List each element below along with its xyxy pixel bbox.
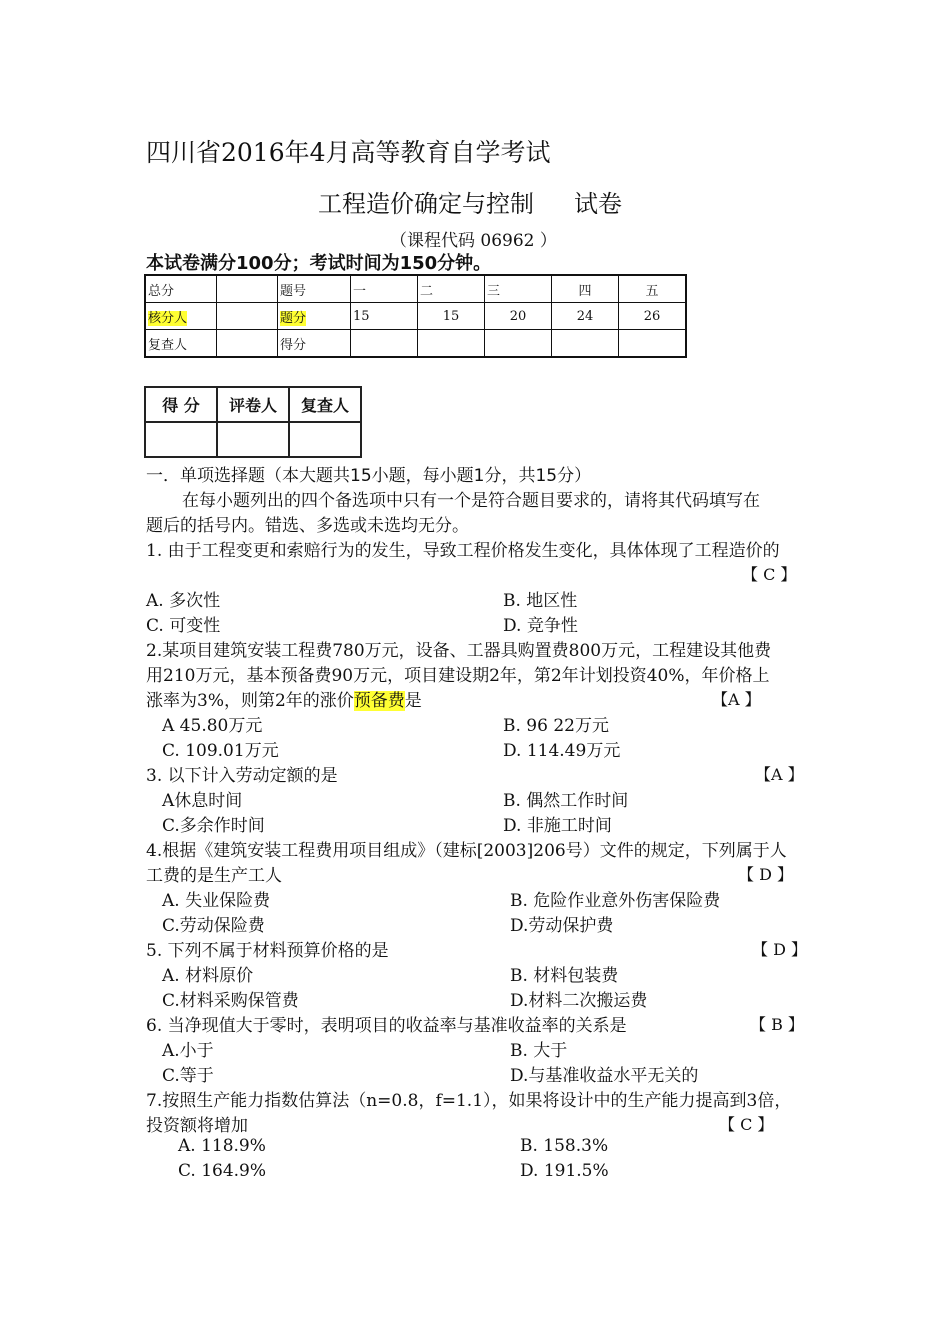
question-text <box>146 686 422 711</box>
exam-title: 四川省2016年4月高等教育自学考试 <box>146 138 551 167</box>
question-text: 3. 以下计入劳动定额的是 <box>146 766 338 786</box>
table-cell: 24 <box>552 303 619 330</box>
highlighted-text: 预备费 <box>353 691 405 711</box>
score-table-row <box>145 275 686 303</box>
table-cell: 15 <box>351 303 418 330</box>
grader-header-row <box>145 387 361 422</box>
table-cell <box>619 330 687 358</box>
option: D.与基准收益水平无关的 <box>510 1066 699 1086</box>
option: C. 109.01万元 <box>162 741 279 761</box>
option: D.材料二次搬运费 <box>510 991 648 1011</box>
score-table <box>144 274 687 358</box>
table-cell: 复查人 <box>145 330 217 358</box>
full-score-note: 本试卷满分100分；考试时间为150分钟。 <box>146 253 492 274</box>
question-text-part: 是 <box>404 691 422 711</box>
section-instructions: 题后的括号内。错选、多选或未选均无分。 <box>146 516 469 536</box>
table-cell: 20 <box>485 303 552 330</box>
question-text: 4.根据《建筑安装工程费用项目组成》（建标[2003]206号）文件的规定，下列属于人 <box>146 841 787 861</box>
option: D. 191.5% <box>520 1161 609 1181</box>
option: D. 114.49万元 <box>503 741 621 761</box>
question-text: 7.按照生产能力指数估算法（n=0.8，f=1.1），如果将设计中的生产能力提高到3倍， <box>146 1091 792 1111</box>
option: C.等于 <box>162 1066 214 1086</box>
option: A. 失业保险费 <box>162 891 271 911</box>
table-cell: 总分 <box>145 275 217 303</box>
question-text: 用210万元，基本预备费90万元，项目建设期2年，第2年计划投资40%，年价格上 <box>146 666 770 686</box>
grader-header-reviewer: 复查人 <box>289 387 361 422</box>
table-cell: 一 <box>351 275 418 303</box>
answer-bracket: 【A 】 <box>755 765 804 784</box>
answer-bracket: 【 D 】 <box>738 865 794 884</box>
option: C. 可变性 <box>146 616 221 636</box>
option: A. 多次性 <box>146 591 221 611</box>
option: B. 地区性 <box>503 591 578 611</box>
grader-header-grader: 评卷人 <box>217 387 289 422</box>
paper-label: 试卷 <box>574 190 622 218</box>
question-text: 2.某项目建筑安装工程费780万元，设备、工器具购置费800万元，工程建设其他费 <box>146 641 772 661</box>
option: B. 偶然工作时间 <box>503 791 629 811</box>
table-cell <box>145 303 217 330</box>
answer-bracket: 【 C 】 <box>742 565 797 584</box>
option: C.劳动保险费 <box>162 916 265 936</box>
option: B. 危险作业意外伤害保险费 <box>510 891 721 911</box>
question-text: 1. 由于工程变更和索赔行为的发生，导致工程价格发生变化，具体体现了工程造价的 <box>146 541 780 561</box>
grader-blank-row <box>145 422 361 457</box>
section-instructions: 在每小题列出的四个备选项中只有一个是符合题目要求的，请将其代码填写在 <box>182 491 760 511</box>
table-cell: 得分 <box>278 330 351 358</box>
option: D.劳动保护费 <box>510 916 614 936</box>
option: D. 非施工时间 <box>503 816 612 836</box>
option: B. 96 22万元 <box>503 716 609 736</box>
highlighted-text: 核分人 <box>148 310 188 326</box>
table-cell <box>351 330 418 358</box>
table-cell <box>278 303 351 330</box>
option: C.多余作时间 <box>162 816 265 836</box>
score-table-row <box>145 303 686 330</box>
table-cell <box>552 330 619 358</box>
subject-name: 工程造价确定与控制 <box>318 190 534 218</box>
course-code: （课程代码 06962 ） <box>390 231 557 251</box>
table-cell <box>418 330 485 358</box>
question-text: 工费的是生产工人 <box>146 866 282 886</box>
grader-blank-cell <box>145 422 217 457</box>
table-cell: 15 <box>418 303 485 330</box>
option: B. 材料包装费 <box>510 966 619 986</box>
section-title: 一．单项选择题（本大题共15小题，每小题1分，共15分） <box>146 466 592 486</box>
table-cell <box>485 330 552 358</box>
answer-bracket: 【 C 】 <box>719 1115 774 1134</box>
table-cell: 题号 <box>278 275 351 303</box>
question-text: 6. 当净现值大于零时，表明项目的收益率与基准收益率的关系是 <box>146 1016 627 1036</box>
score-table-row <box>145 330 686 358</box>
option: A 45.80万元 <box>162 716 263 736</box>
option: C.材料采购保管费 <box>162 991 299 1011</box>
option: A. 118.9% <box>178 1136 266 1156</box>
table-cell: 三 <box>485 275 552 303</box>
answer-bracket: 【A 】 <box>712 690 761 709</box>
question-text-part: 涨率为3%，则第2年的涨价 <box>146 691 354 711</box>
option: A休息时间 <box>162 791 243 811</box>
option: D. 竞争性 <box>503 616 578 636</box>
grader-table <box>144 386 362 458</box>
table-cell <box>217 275 278 303</box>
answer-bracket: 【 D 】 <box>752 940 808 959</box>
option: B. 大于 <box>510 1041 568 1061</box>
option: A.小于 <box>162 1041 214 1061</box>
highlighted-text: 题分 <box>280 310 307 326</box>
table-cell: 五 <box>619 275 687 303</box>
subject-title <box>318 184 622 219</box>
table-cell: 二 <box>418 275 485 303</box>
option: A. 材料原价 <box>162 966 254 986</box>
table-cell: 四 <box>552 275 619 303</box>
question-text: 5. 下列不属于材料预算价格的是 <box>146 941 389 961</box>
answer-bracket: 【 B 】 <box>750 1015 804 1034</box>
table-cell: 26 <box>619 303 687 330</box>
grader-blank-cell <box>217 422 289 457</box>
table-cell <box>217 330 278 358</box>
grader-blank-cell <box>289 422 361 457</box>
table-cell <box>217 303 278 330</box>
question-text: 投资额将增加 <box>146 1116 248 1136</box>
option: B. 158.3% <box>520 1136 609 1156</box>
grader-header-score: 得 分 <box>145 387 217 422</box>
option: C. 164.9% <box>178 1161 267 1181</box>
